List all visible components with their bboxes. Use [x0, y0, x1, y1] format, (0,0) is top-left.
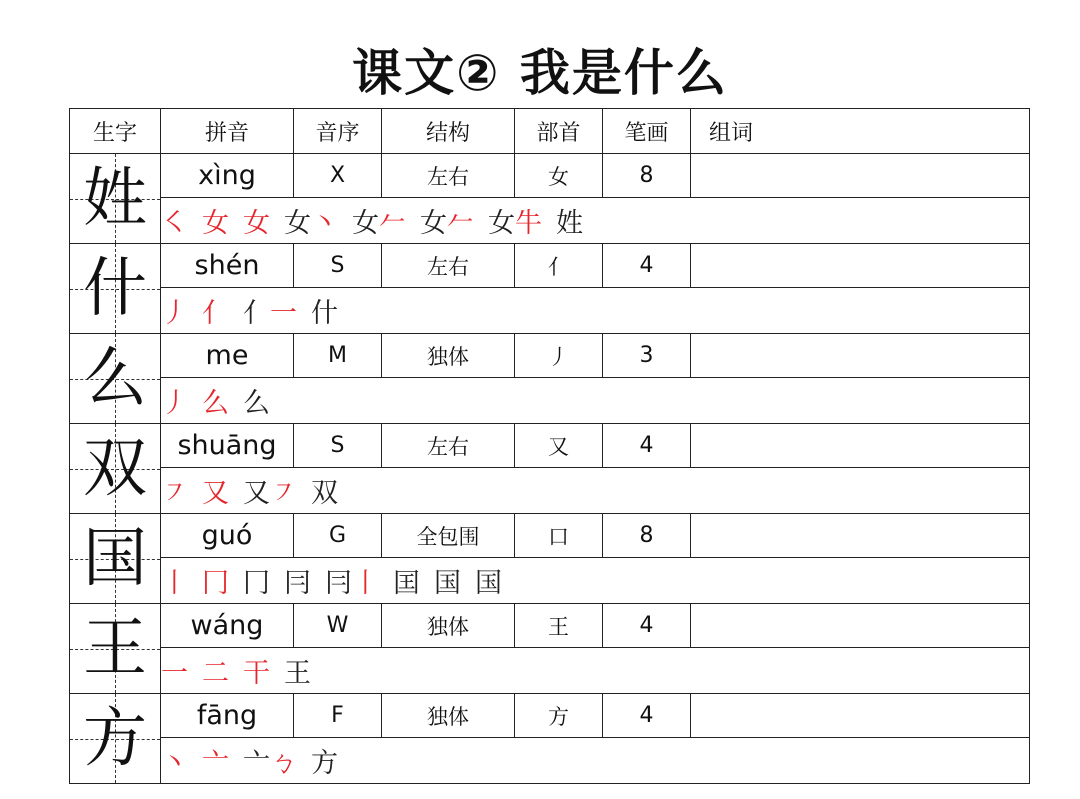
- stroke-order-cell: [161, 558, 1030, 604]
- stroke-step-new: 冂: [202, 568, 229, 600]
- stroke-step: [284, 201, 338, 240]
- stroke-step-base: 又: [243, 478, 270, 510]
- stroke-step-new: 𠂉: [447, 208, 474, 240]
- stroke-step-base: 什: [311, 298, 338, 330]
- stroke-step-base: 冂: [243, 568, 270, 600]
- stroke-step-new: 又: [202, 478, 229, 510]
- big-character: 双: [83, 431, 147, 506]
- stroke-step: [488, 201, 542, 240]
- stroke-step-new: 𠂉: [379, 208, 406, 240]
- initial-cell: F: [294, 694, 382, 738]
- words-cell[interactable]: [691, 604, 1030, 648]
- words-cell[interactable]: [691, 514, 1030, 558]
- stroke-step-new: 丨: [352, 568, 379, 600]
- stroke-step-base: 女: [488, 208, 515, 240]
- structure-cell: 独体: [382, 604, 515, 648]
- stroke-step: [161, 741, 188, 780]
- radical-cell: 方: [515, 694, 603, 738]
- char-cell: [70, 424, 161, 514]
- stroke-order-cell: [161, 198, 1030, 244]
- char-row-3: [70, 334, 1030, 378]
- stroke-step-new: 亠: [202, 748, 229, 780]
- stroke-step-base: 国: [475, 568, 502, 600]
- stroke-step-base: 女: [284, 208, 311, 240]
- big-character: 方: [83, 701, 147, 776]
- stroke-step-new: 一: [270, 298, 297, 330]
- col-header-pinyin: 拼音: [161, 109, 294, 154]
- stroke-step: [475, 561, 502, 600]
- initial-cell: S: [294, 424, 382, 468]
- stroke-step: [202, 561, 229, 600]
- stroke-step: [202, 201, 229, 240]
- stroke-step: [434, 561, 461, 600]
- stroke-step-new: ㄅ: [270, 748, 297, 780]
- stroke-step-base: 囯: [393, 568, 420, 600]
- stroke-step: [243, 201, 270, 240]
- stroke-order-cell: [161, 648, 1030, 694]
- stroke-step: [243, 381, 270, 420]
- stroke-order-row-7: [70, 738, 1030, 784]
- stroke-step-base: 冃: [284, 568, 311, 600]
- col-header-structure: 结构: [382, 109, 515, 154]
- radical-cell: 丿: [515, 334, 603, 378]
- stroke-step: [243, 471, 297, 510]
- stroke-step-new: 女: [202, 208, 229, 240]
- stroke-step: [202, 741, 229, 780]
- stroke-step-new: ㇇: [270, 478, 297, 510]
- char-cell: [70, 334, 161, 424]
- stroke-order-row-2: [70, 288, 1030, 334]
- stroke-step: [161, 561, 188, 600]
- stroke-step: [243, 741, 297, 780]
- stroke-count-cell: 3: [603, 334, 691, 378]
- stroke-step-base: 亠: [243, 748, 270, 780]
- structure-cell: 独体: [382, 334, 515, 378]
- col-header-radical: 部首: [515, 109, 603, 154]
- stroke-step-new: 牛: [515, 208, 542, 240]
- pinyin-cell: xìng: [161, 154, 294, 198]
- stroke-step: [161, 291, 188, 330]
- initial-cell: S: [294, 244, 382, 288]
- stroke-count-cell: 8: [603, 514, 691, 558]
- stroke-step: [420, 201, 474, 240]
- words-cell[interactable]: [691, 424, 1030, 468]
- radical-cell: 亻: [515, 244, 603, 288]
- big-character: 国: [83, 521, 147, 596]
- char-row-5: [70, 514, 1030, 558]
- stroke-order-row-6: [70, 648, 1030, 694]
- char-cell: [70, 604, 161, 694]
- words-cell[interactable]: [691, 154, 1030, 198]
- stroke-order-row-4: [70, 468, 1030, 514]
- stroke-step: [202, 471, 229, 510]
- stroke-step: [352, 201, 406, 240]
- character-table: [69, 108, 1030, 784]
- stroke-step: [325, 561, 379, 600]
- stroke-step-new: 丿: [161, 298, 188, 330]
- stroke-step-new: 干: [243, 658, 270, 690]
- stroke-count-cell: 4: [603, 244, 691, 288]
- stroke-step-base: 姓: [556, 208, 583, 240]
- col-header-char: 生字: [70, 109, 161, 154]
- stroke-step-base: 国: [434, 568, 461, 600]
- words-cell[interactable]: [691, 244, 1030, 288]
- radical-cell: 女: [515, 154, 603, 198]
- stroke-count-cell: 4: [603, 424, 691, 468]
- stroke-step-new: 女: [243, 208, 270, 240]
- stroke-step-base: 女: [352, 208, 379, 240]
- char-cell: [70, 514, 161, 604]
- stroke-step-base: 亻: [243, 298, 270, 330]
- pinyin-cell: me: [161, 334, 294, 378]
- page-title: 课文② 我是什么: [352, 44, 728, 102]
- pinyin-cell: guó: [161, 514, 294, 558]
- char-row-7: [70, 694, 1030, 738]
- char-row-1: [70, 154, 1030, 198]
- stroke-order-cell: [161, 378, 1030, 424]
- col-header-words: 组词: [691, 109, 1030, 154]
- pinyin-cell: shuāng: [161, 424, 294, 468]
- stroke-step-base: 双: [311, 478, 338, 510]
- char-row-6: [70, 604, 1030, 648]
- stroke-step-new: 二: [202, 658, 229, 690]
- stroke-step: [243, 291, 297, 330]
- initial-cell: M: [294, 334, 382, 378]
- pinyin-cell: fāng: [161, 694, 294, 738]
- stroke-step-base: 冃: [325, 568, 352, 600]
- char-cell: [70, 244, 161, 334]
- radical-cell: 口: [515, 514, 603, 558]
- stroke-step-new: 亻: [202, 298, 229, 330]
- stroke-step: [556, 201, 583, 240]
- stroke-order-cell: [161, 468, 1030, 514]
- stroke-order-row-1: [70, 198, 1030, 244]
- stroke-step-new: 一: [161, 658, 188, 690]
- stroke-step-new: 丶: [161, 748, 188, 780]
- char-cell: [70, 694, 161, 784]
- pinyin-cell: shén: [161, 244, 294, 288]
- stroke-step: [202, 381, 229, 420]
- stroke-step-new: ㇛: [161, 208, 188, 240]
- col-header-initial: 音序: [294, 109, 382, 154]
- structure-cell: 独体: [382, 694, 515, 738]
- radical-cell: 又: [515, 424, 603, 468]
- structure-cell: 左右: [382, 154, 515, 198]
- char-row-4: [70, 424, 1030, 468]
- structure-cell: 全包围: [382, 514, 515, 558]
- stroke-step: [161, 651, 188, 690]
- stroke-step: [311, 471, 338, 510]
- char-row-2: [70, 244, 1030, 288]
- stroke-step-base: 王: [284, 658, 311, 690]
- stroke-order-row-3: [70, 378, 1030, 424]
- big-character: 王: [83, 611, 147, 686]
- stroke-step: [161, 471, 188, 510]
- stroke-step: [393, 561, 420, 600]
- col-header-strokes: 笔画: [603, 109, 691, 154]
- stroke-count-cell: 8: [603, 154, 691, 198]
- stroke-step-new: 丿: [161, 388, 188, 420]
- stroke-step-new: ㇇: [161, 478, 188, 510]
- stroke-step: [202, 291, 229, 330]
- stroke-step: [311, 291, 338, 330]
- stroke-step-new: 丶: [311, 208, 338, 240]
- stroke-order-cell: [161, 738, 1030, 784]
- stroke-step: [284, 651, 311, 690]
- stroke-step-new: 么: [202, 388, 229, 420]
- words-cell[interactable]: [691, 694, 1030, 738]
- stroke-order-cell: [161, 288, 1030, 334]
- stroke-step: [284, 561, 311, 600]
- stroke-step: [243, 651, 270, 690]
- big-character: 么: [83, 341, 147, 416]
- stroke-step: [161, 381, 188, 420]
- stroke-step-new: 丨: [161, 568, 188, 600]
- header-row: [70, 109, 1030, 154]
- big-character: 姓: [83, 161, 147, 236]
- stroke-step-base: 方: [311, 748, 338, 780]
- words-cell[interactable]: [691, 334, 1030, 378]
- initial-cell: G: [294, 514, 382, 558]
- stroke-count-cell: 4: [603, 604, 691, 648]
- char-cell: [70, 154, 161, 244]
- pinyin-cell: wáng: [161, 604, 294, 648]
- stroke-step: [243, 561, 270, 600]
- initial-cell: W: [294, 604, 382, 648]
- stroke-step: [161, 201, 188, 240]
- radical-cell: 王: [515, 604, 603, 648]
- structure-cell: 左右: [382, 244, 515, 288]
- stroke-step: [202, 651, 229, 690]
- big-character: 什: [83, 251, 147, 326]
- structure-cell: 左右: [382, 424, 515, 468]
- stroke-step: [311, 741, 338, 780]
- stroke-step-base: 女: [420, 208, 447, 240]
- stroke-count-cell: 4: [603, 694, 691, 738]
- stroke-order-row-5: [70, 558, 1030, 604]
- initial-cell: X: [294, 154, 382, 198]
- stroke-step-base: 么: [243, 388, 270, 420]
